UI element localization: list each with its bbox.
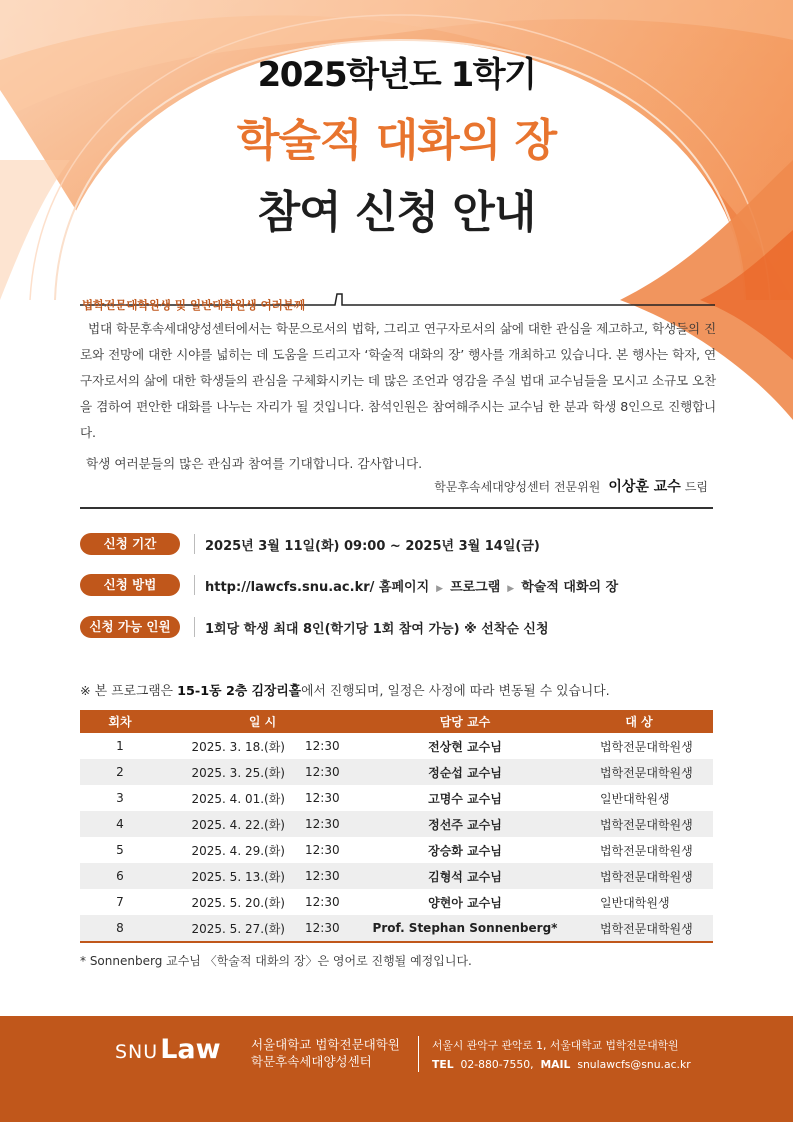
logo-law: Law [160,1034,221,1065]
mail-value[interactable]: snulawcfs@snu.ac.kr [577,1058,691,1071]
cell-professor: 고명수 교수님 [365,785,565,811]
letter-closing: 학생 여러분들의 많은 관심과 참여를 기대합니다. 감사합니다. [86,456,423,471]
triangle-right-icon: ▶ [436,583,444,594]
cell-target: 법학전문대학원생 [565,811,713,837]
cell-no: 5 [80,837,160,863]
poster-title [0,52,793,244]
section-divider [80,507,713,509]
header-no: 회차 [80,710,160,733]
cell-target: 일반대학원생 [565,785,713,811]
period-label: 신청 기간 [80,533,180,555]
cell-date: 2025. 3. 18.(화) [160,733,295,759]
notice-location: 15-1동 2층 김장리홀 [177,684,302,699]
cell-time: 12:30 [295,811,365,837]
footer-divider [418,1036,419,1072]
method-label: 신청 방법 [80,574,180,596]
title-event: 학술적 대화의 장 [236,115,557,166]
cell-target: 일반대학원생 [565,889,713,915]
footer-address: 서울시 관악구 관악로 1, 서울대학교 법학전문대학원 [432,1039,679,1052]
notice-prefix: ※ 본 프로그램은 [80,684,178,699]
title-semester: 2025학년도 1학기 [257,55,536,95]
cell-target: 법학전문대학원생 [565,915,713,942]
info-method [80,574,618,596]
cell-professor: 정선주 교수님 [365,811,565,837]
notice-suffix: 에서 진행되며, 일정은 사정에 따라 변동될 수 있습니다. [301,684,610,699]
cell-target: 법학전문대학원생 [565,863,713,889]
divider [194,534,195,554]
cell-target: 법학전문대학원생 [565,837,713,863]
cell-no: 7 [80,889,160,915]
schedule-rows [80,733,713,942]
cell-time: 12:30 [295,785,365,811]
addressee: 법학전문대학원생 및 일반대학원생 여러분께 [82,298,306,312]
signature-org: 학문후속세대양성센터 전문위원 [434,480,601,494]
cell-date: 2025. 3. 25.(화) [160,759,295,785]
cell-no: 3 [80,785,160,811]
period-value: 2025년 3월 11일(화) 09:00 ~ 2025년 3월 14일(금) [205,538,540,554]
table-row [80,837,713,863]
divider [194,575,195,595]
tel-label: TEL [432,1058,454,1071]
footer-tel-mail [432,1055,691,1074]
signature-name: 이상훈 교수 [608,479,681,495]
header-datetime: 일 시 [160,710,365,733]
footer-org [251,1036,400,1070]
table-row [80,889,713,915]
cell-date: 2025. 4. 01.(화) [160,785,295,811]
cell-date: 2025. 5. 27.(화) [160,915,295,942]
cell-time: 12:30 [295,759,365,785]
footnote: * Sonnenberg 교수님 〈학술적 대화의 장〉은 영어로 진행될 예정입니다. [80,954,472,968]
schedule-table [80,710,713,943]
org-line2: 학문후속세대양성센터 [251,1054,372,1069]
cell-professor: 김형석 교수님 [365,863,565,889]
divider [194,617,195,637]
logo-snu: SNU [115,1041,159,1063]
cell-professor: 전상현 교수님 [365,733,565,759]
table-row [80,811,713,837]
capacity-label: 신청 가능 인원 [80,616,180,638]
method-step-event: 학술적 대화의 장 [521,579,619,595]
cell-date: 2025. 4. 22.(화) [160,811,295,837]
cell-professor: 정순섭 교수님 [365,759,565,785]
table-row [80,863,713,889]
signature-suffix: 드림 [684,480,708,494]
cell-no: 8 [80,915,160,942]
info-period [80,533,540,555]
cell-time: 12:30 [295,915,365,942]
cell-no: 1 [80,733,160,759]
method-step-program: 프로그램 [450,579,501,595]
table-row [80,759,713,785]
cell-professor: 양현아 교수님 [365,889,565,915]
tel-value: 02-880-7550, [460,1058,534,1071]
cell-time: 12:30 [295,837,365,863]
cell-date: 2025. 5. 13.(화) [160,863,295,889]
table-row [80,785,713,811]
header-target: 대 상 [565,710,713,733]
cell-time: 12:30 [295,733,365,759]
mail-label: MAIL [540,1058,571,1071]
table-header-row [80,710,713,733]
method-value [205,576,618,595]
org-line1: 서울대학교 법학전문대학원 [251,1037,400,1052]
footer-contact [432,1036,691,1074]
cell-date: 2025. 4. 29.(화) [160,837,295,863]
table-row [80,915,713,942]
table-row [80,733,713,759]
snu-law-logo [115,1034,221,1065]
cell-no: 6 [80,863,160,889]
title-guide: 참여 신청 안내 [257,187,536,238]
header-professor: 담당 교수 [365,710,565,733]
capacity-value: 1회당 학생 최대 8인(학기당 1회 참여 가능) ※ 선착순 신청 [205,621,549,637]
cell-professor: Prof. Stephan Sonnenberg* [365,915,565,942]
cell-no: 2 [80,759,160,785]
cell-time: 12:30 [295,863,365,889]
cell-time: 12:30 [295,889,365,915]
triangle-right-icon: ▶ [507,583,515,594]
letter-body: 법대 학문후속세대양성센터에서는 학문으로서의 법학, 그리고 연구자로서의 삶에 대한 관심을 제고하고, 학생들의 진로와 전망에 대한 시야를 넓히는 데 도움을 드리고자 ‘학술적 대화의 장’ 행사를 개최하고 있습니다. 본 행사는 학자, 연구자로서의 삶에 대한 학생들의 관심을 구체화시키는 데 많은 조언과 영감을 주실 법대 교수님들을 모시고 소규모 오찬을 겸하여 편안한 대화를 나누는 자리가 될 것입니다. 참석인원은 참여해주시는 교수님 한 분과 학생 8인으로 진행합니다. [80,321,716,440]
cell-professor: 장승화 교수님 [365,837,565,863]
cell-date: 2025. 5. 20.(화) [160,889,295,915]
cell-target: 법학전문대학원생 [565,733,713,759]
location-notice [80,680,610,699]
info-capacity [80,616,549,638]
cell-target: 법학전문대학원생 [565,759,713,785]
cell-no: 4 [80,811,160,837]
letter-signature [434,476,708,496]
method-url[interactable]: http://lawcfs.snu.ac.kr/ 홈페이지 [205,579,430,595]
